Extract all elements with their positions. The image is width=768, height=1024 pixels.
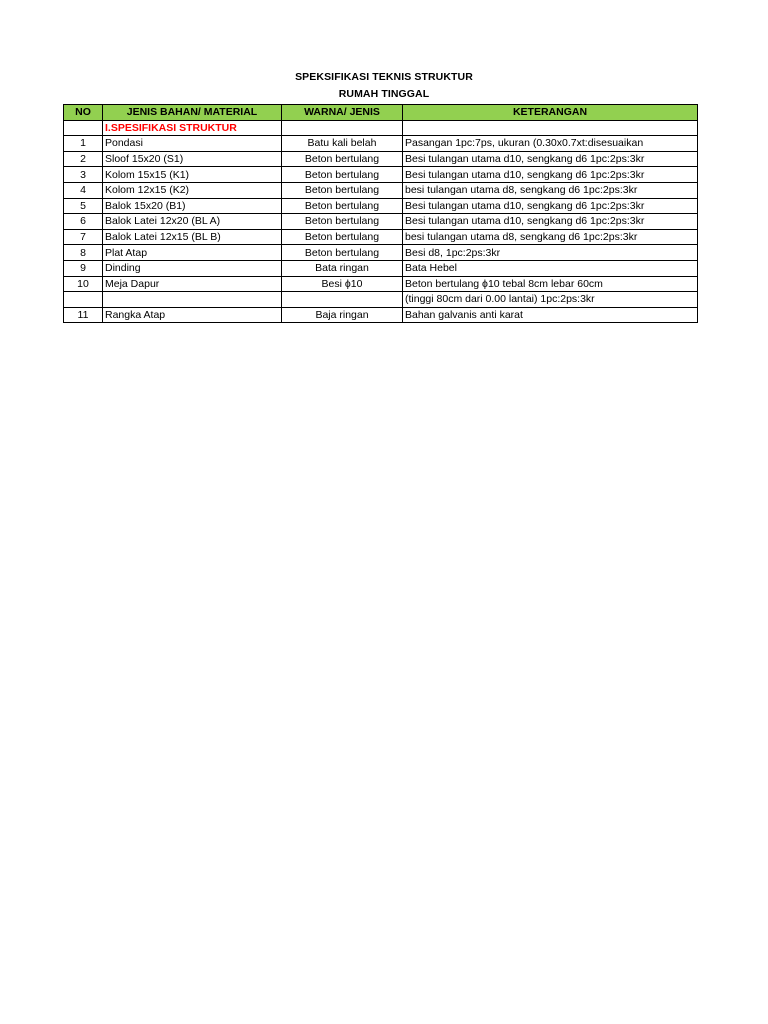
table-row [64,229,698,245]
table-row [64,198,698,214]
document-subtitle: RUMAH TINGGAL [338,88,430,100]
row-jenis-cell: Pondasi [103,136,282,152]
row-jenis-cell: Meja Dapur [103,276,282,292]
table-row [64,260,698,276]
row-no-cell: 6 [64,214,103,230]
row-warna-cell: Beton bertulang [282,245,403,261]
row-no-cell: 3 [64,167,103,183]
row-warna-cell [282,292,403,308]
header-keterangan: KETERANGAN [403,105,698,121]
row-warna-cell: Beton bertulang [282,182,403,198]
row-warna-cell: Beton bertulang [282,229,403,245]
row-keterangan-cell: Bata Hebel [403,260,698,276]
row-no-cell: 8 [64,245,103,261]
row-keterangan-cell: (tinggi 80cm dari 0.00 lantai) 1pc:2ps:3kr [403,292,698,308]
header-no: NO [64,105,103,121]
row-no-cell: 2 [64,151,103,167]
row-keterangan-cell: Besi tulangan utama d10, sengkang d6 1pc:2ps:3kr [403,198,698,214]
row-jenis-cell: Balok Latei 12x15 (BL B) [103,229,282,245]
row-no-cell: 4 [64,182,103,198]
row-keterangan-cell: Besi tulangan utama d10, sengkang d6 1pc:2ps:3kr [403,151,698,167]
row-jenis-cell [103,292,282,308]
table-row [64,307,698,323]
row-keterangan-cell: Besi d8, 1pc:2ps:3kr [403,245,698,261]
row-warna-cell: Beton bertulang [282,198,403,214]
table-row [64,245,698,261]
row-jenis-cell: Sloof 15x20 (S1) [103,151,282,167]
row-keterangan-cell: besi tulangan utama d8, sengkang d6 1pc:2ps:3kr [403,229,698,245]
row-no-cell: 1 [64,136,103,152]
row-no-cell: 10 [64,276,103,292]
document-title: SPEKSIFIKASI TEKNIS STRUKTUR [295,71,473,83]
row-jenis-cell: Kolom 12x15 (K2) [103,182,282,198]
row-no-cell [64,292,103,308]
row-no-cell: 9 [64,260,103,276]
row-warna-cell: Besi ϕ10 [282,276,403,292]
section-row [64,120,698,136]
row-warna-cell: Baja ringan [282,307,403,323]
row-jenis-cell: Dinding [103,260,282,276]
row-warna-cell: Beton bertulang [282,167,403,183]
table-row [64,136,698,152]
table-row [64,182,698,198]
row-no-cell: 5 [64,198,103,214]
row-no-cell: 7 [64,229,103,245]
table-row [64,276,698,292]
table-row [64,151,698,167]
row-jenis-cell: Rangka Atap [103,307,282,323]
row-jenis-cell: Kolom 15x15 (K1) [103,167,282,183]
row-keterangan-cell: Bahan galvanis anti karat [403,307,698,323]
row-warna-cell: Beton bertulang [282,151,403,167]
row-warna-cell: Beton bertulang [282,214,403,230]
row-warna-cell: Bata ringan [282,260,403,276]
table-row [64,214,698,230]
row-jenis-cell: Balok 15x20 (B1) [103,198,282,214]
spec-table [63,104,698,323]
row-warna-cell: Batu kali belah [282,136,403,152]
row-keterangan-cell: besi tulangan utama d8, sengkang d6 1pc:2ps:3kr [403,182,698,198]
row-jenis-cell: Balok Latei 12x20 (BL A) [103,214,282,230]
section-warna-cell [282,120,403,136]
row-keterangan-cell: Beton bertulang ϕ10 tebal 8cm lebar 60cm [403,276,698,292]
row-jenis-cell: Plat Atap [103,245,282,261]
row-keterangan-cell: Pasangan 1pc:7ps, ukuran (0.30x0.7xt:disesuaikan [403,136,698,152]
header-jenis: JENIS BAHAN/ MATERIAL [103,105,282,121]
row-keterangan-cell: Besi tulangan utama d10, sengkang d6 1pc:2ps:3kr [403,167,698,183]
table-header-row [64,105,698,121]
table-row [64,292,698,308]
section-label: I.SPESIFIKASI STRUKTUR [103,120,282,136]
header-warna: WARNA/ JENIS [282,105,403,121]
section-no-cell [64,120,103,136]
section-ket-cell [403,120,698,136]
table-row [64,167,698,183]
row-keterangan-cell: Besi tulangan utama d10, sengkang d6 1pc:2ps:3kr [403,214,698,230]
row-no-cell: 11 [64,307,103,323]
